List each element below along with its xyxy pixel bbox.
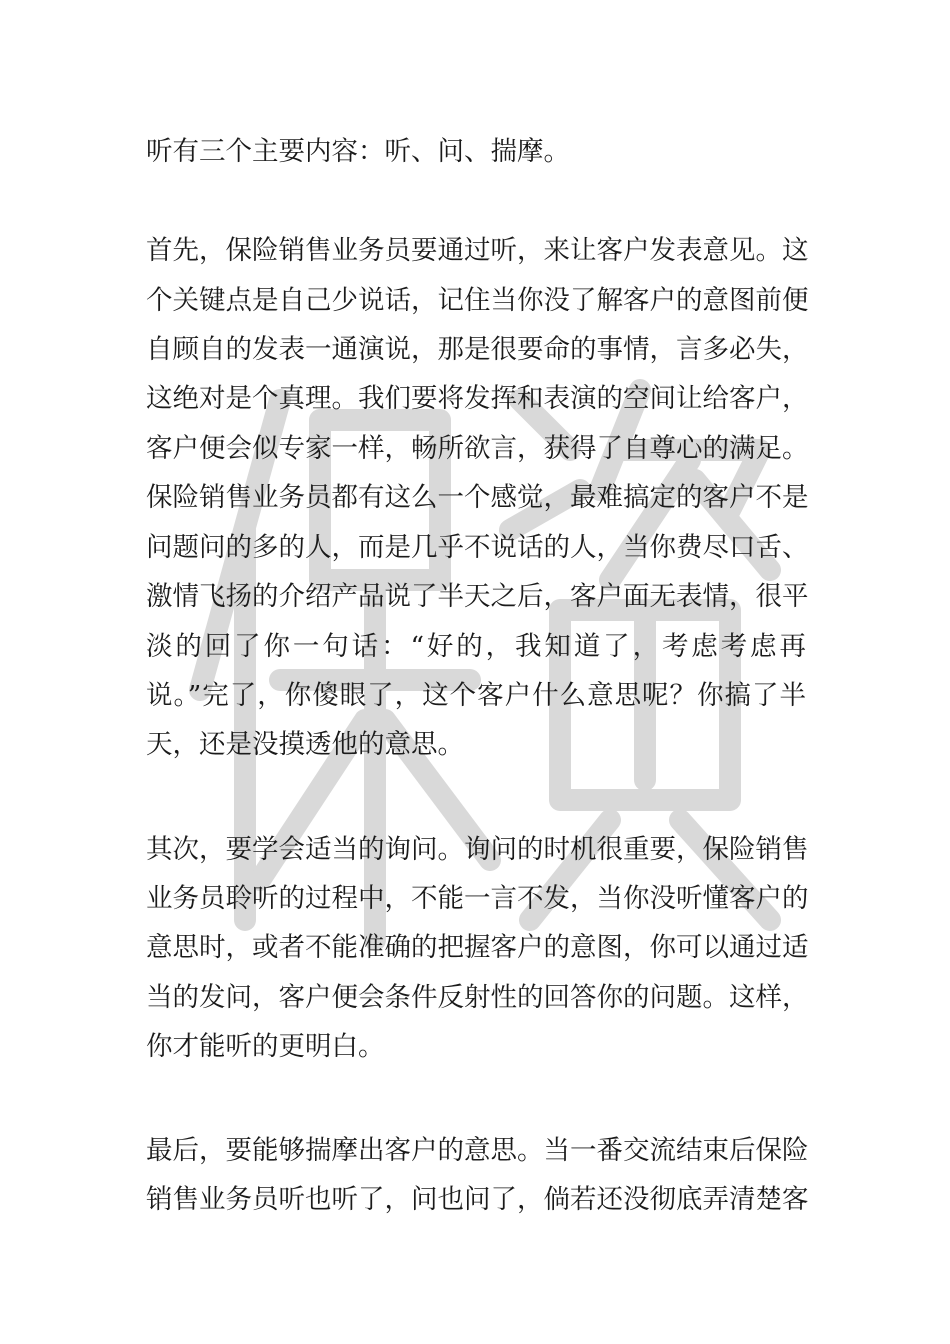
paragraph-line: 当的发问，客户便会条件反射性的回答你的问题。这样， [146,982,809,1013]
paragraph-line: 淡的回了你一句话：“好的，我知道了，考虑考虑再 [146,631,806,662]
paragraph-line: 自顾自的发表一通演说，那是很要命的事情，言多必失， [146,334,809,365]
paragraph-line: 你才能听的更明白。 [146,1031,385,1062]
paragraph-line: 天，还是没摸透他的意思。 [146,729,464,760]
paragraph-line: 首先，保险销售业务员要通过听，来让客户发表意见。这 [146,235,809,266]
paragraph-line: 听有三个主要内容：听、问、揣摩。 [146,136,570,167]
paragraph-line: 客户便会似专家一样，畅所欲言，获得了自尊心的满足。 [146,433,809,464]
paragraph-line: 业务员聆听的过程中，不能一言不发，当你没听懂客户的 [146,883,809,914]
paragraph-line: 说。”完了，你傻眼了，这个客户什么意思呢？你搞了半 [146,680,806,711]
paragraph-line: 个关键点是自己少说话，记住当你没了解客户的意图前便 [146,285,809,316]
paragraph-line: 保险销售业务员都有这么一个感觉，最难搞定的客户不是 [146,482,809,513]
paragraph-line: 其次，要学会适当的询问。询问的时机很重要，保险销售 [146,834,809,865]
paragraph-line: 意思时，或者不能准确的把握客户的意图，你可以通过适 [146,932,809,963]
paragraph-line: 最后，要能够揣摩出客户的意思。当一番交流结束后保险 [146,1135,809,1166]
paragraph-line: 这绝对是个真理。我们要将发挥和表演的空间让给客户， [146,383,809,414]
paragraph-line: 销售业务员听也听了，问也问了，倘若还没彻底弄清楚客 [146,1184,809,1215]
paragraph-line: 激情飞扬的介绍产品说了半天之后，客户面无表情，很平 [146,581,809,612]
paragraph-line: 问题问的多的人，而是几乎不说话的人，当你费尽口舌、 [146,532,809,563]
